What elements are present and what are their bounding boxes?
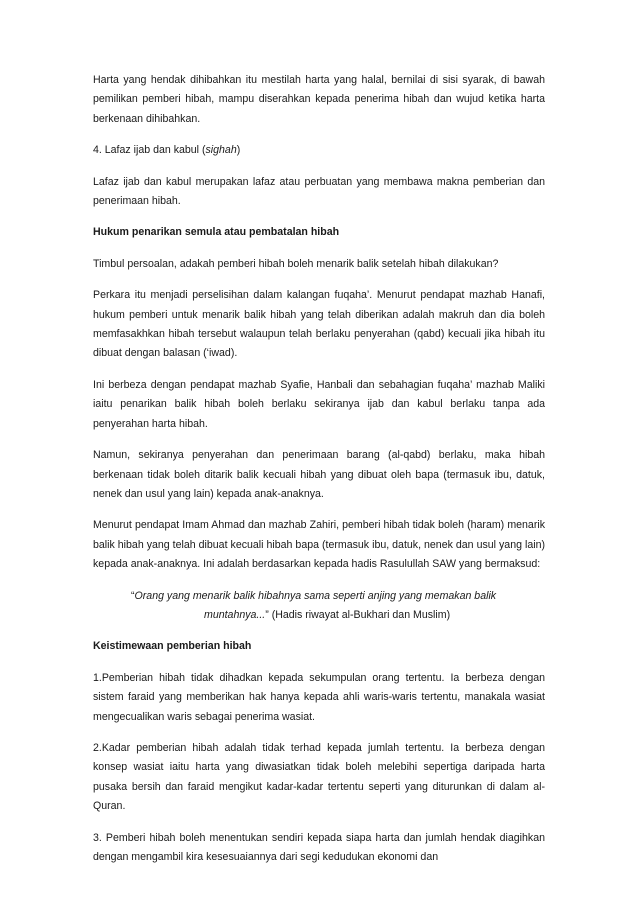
paragraph-namun: Namun, sekiranya penyerahan dan penerimaan barang (al-qabd) berlaku, maka hibah berkenaan tidak boleh ditarik balik kecuali hibah yang dibuat oleh bapa (termasuk ibu, datuk, nenek dan usul yang lain) kepada anak-anaknya. [93, 449, 545, 500]
paragraph-point-1: 1.Pemberian hibah tidak dihadkan kepada sekumpulan orang tertentu. Ia berbeza dengan sistem faraid yang memberikan hak hanya kepada ahli waris-waris tertentu, manakala wasiat mengecualikan waris sebagai penerima wasiat. [93, 671, 545, 723]
hadith-quote [93, 587, 545, 626]
paragraph-syafie: Ini berbeza dengan pendapat mazhab Syafie, Hanbali dan sebahagian fuqaha’ mazhab Maliki iaitu penarikan balik hibah boleh berlaku sekiranya ijab dan kabul berlaku tanpa ada penyerahan harta hibah. [93, 378, 545, 430]
paragraph-hanafi: Perkara itu menjadi perselisihan dalam kalangan fuqaha’. Menurut pendapat mazhab Hanafi, hukum pemberi untuk menarik balik hibah yang telah diberikan adalah makruh dan dia boleh memfasakhkan hibah tersebut walaupun telah berlaku penyerahan (qabd) kecuali jika hibah itu dibuat dengan balasan (‘iwad). [93, 289, 545, 360]
quote-line1: Orang yang menarik balik hibahnya sama seperti anjing yang memakan balik [134, 589, 497, 602]
quote-close: ” (Hadis riwayat al-Bukhari dan Muslim) [265, 608, 451, 621]
quote-open: “ [131, 589, 135, 602]
paragraph-point-3: 3. Pemberi hibah boleh menentukan sendiri kepada siapa harta dan jumlah hendak diagihkan dengan mengambil kira kesesuaiannya dari segi kedudukan ekonomi dan [93, 831, 545, 863]
paragraph-imam-ahmad: Menurut pendapat Imam Ahmad dan mazhab Zahiri, pemberi hibah tidak boleh (haram) menarik balik hibah yang telah dibuat kecuali hibah bapa (termasuk ibu, datuk, nenek dan usul yang lain) kepada anak-anaknya. Ini adalah berdasarkan kepada hadis Rasulullah SAW yang bermaksud: [93, 519, 545, 571]
document-page [93, 71, 545, 879]
paragraph-persoalan: Timbul persoalan, adakah pemberi hibah boleh menarik balik setelah hibah dilakukan? [93, 257, 499, 270]
heading-keistimewaan: Keistimewaan pemberian hibah [93, 640, 252, 653]
sighah-suffix: ) [236, 144, 241, 157]
paragraph-harta: Harta yang hendak dihibahkan itu mestilah harta yang halal, bernilai di sisi syarak, di bawah pemilikan pemberi hibah, mampu diserahkan kepada penerima hibah dan wujud ketika harta berkenaan dihibahkan. [93, 74, 545, 125]
paragraph-lafaz: Lafaz ijab dan kabul merupakan lafaz atau perbuatan yang membawa makna pemberian dan penerimaan hibah. [93, 175, 545, 208]
quote-line2-wrap [131, 606, 545, 625]
sighah-term: sighah [205, 144, 237, 157]
sighah-prefix: 4. Lafaz ijab dan kabul ( [93, 144, 206, 157]
paragraph-lafaz-title [93, 141, 545, 160]
quote-line2: muntahnya... [204, 608, 266, 621]
paragraph-point-2: 2.Kadar pemberian hibah adalah tidak terhad kepada jumlah tertentu. Ia berbeza dengan konsep wasiat iaitu harta yang diwasiatkan tidak boleh melebihi sepertiga daripada harta pusaka bersih dan faraid mengikut kadar-kadar tertentu seperti yang diturunkan di dalam al-Quran. [93, 741, 545, 813]
heading-hukum-penarikan: Hukum penarikan semula atau pembatalan hibah [93, 226, 340, 239]
